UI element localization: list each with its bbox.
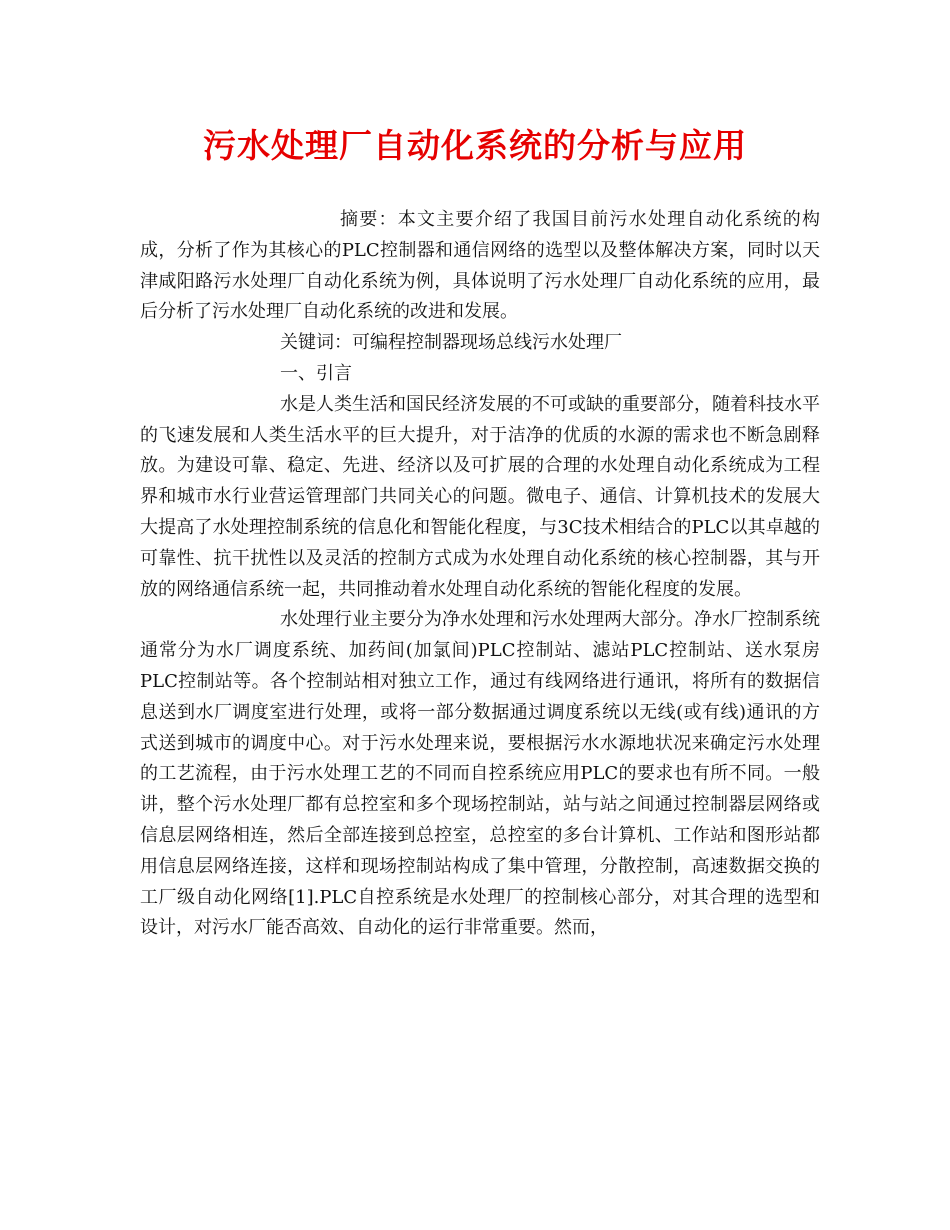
section-heading-introduction: 一、引言: [280, 362, 352, 384]
body-paragraph-2: 水处理行业主要分为净水处理和污水处理两大部分。净水厂控制系统通常分为水厂调度系统、加药间(加氯间)PLC控制站、滤站PLC控制站、送水泵房PLC控制站等。各个控制站相对独立工作，通过有线网络进行通讯，将所有的数据信息送到水厂调度室进行处理，或将一部分数据通过调度系统以无线(或有线)通讯的方式送到城市的调度中心。对于污水处理来说，要根据污水水源地状况来确定污水处理的工艺流程，由于污水处理工艺的不同而自控系统应用PLC的要求也有所不同。一般讲，整个污水处理厂都有总控室和多个现场控制站，站与站之间通过控制器层网络或信息层网络相连，然后全部连接到总控室，总控室的多台计算机、工作站和图形站都用信息层网络连接，这样和现场控制站构成了集中管理，分散控制，高速数据交换的工厂级自动化网络[1].PLC自控系统是水处理厂的控制核心部分，对其合理的选型和设计，对污水厂能否高效、自动化的运行非常重要。然而，: [140, 609, 820, 939]
document-body: [140, 205, 820, 944]
document-title: 污水处理厂自动化系统的分析与应用: [203, 126, 747, 165]
keywords-line: 关键词：可编程控制器现场总线污水处理厂: [280, 332, 622, 354]
abstract-paragraph: 摘要：本文主要介绍了我国目前污水处理自动化系统的构成，分析了作为其核心的PLC控制器和通信网络的选型以及整体解决方案，同时以天津咸阳路污水处理厂自动化系统为例，具体说明了污水处理厂自动化系统的应用，最后分析了污水处理厂自动化系统的改进和发展。: [140, 209, 820, 323]
body-paragraph-1: 水是人类生活和国民经济发展的不可或缺的重要部分，随着科技水平的飞速发展和人类生活水平的巨大提升，对于洁净的优质的水源的需求也不断急剧释放。为建设可靠、稳定、先进、经济以及可扩展的合理的水处理自动化系统成为工程界和城市水行业营运管理部门共同关心的问题。微电子、通信、计算机技术的发展大大提高了水处理控制系统的信息化和智能化程度，与3C技术相结合的PLC以其卓越的可靠性、抗干扰性以及灵活的控制方式成为水处理自动化系统的核心控制器，其与开放的网络通信系统一起，共同推动着水处理自动化系统的智能化程度的发展。: [140, 393, 820, 600]
